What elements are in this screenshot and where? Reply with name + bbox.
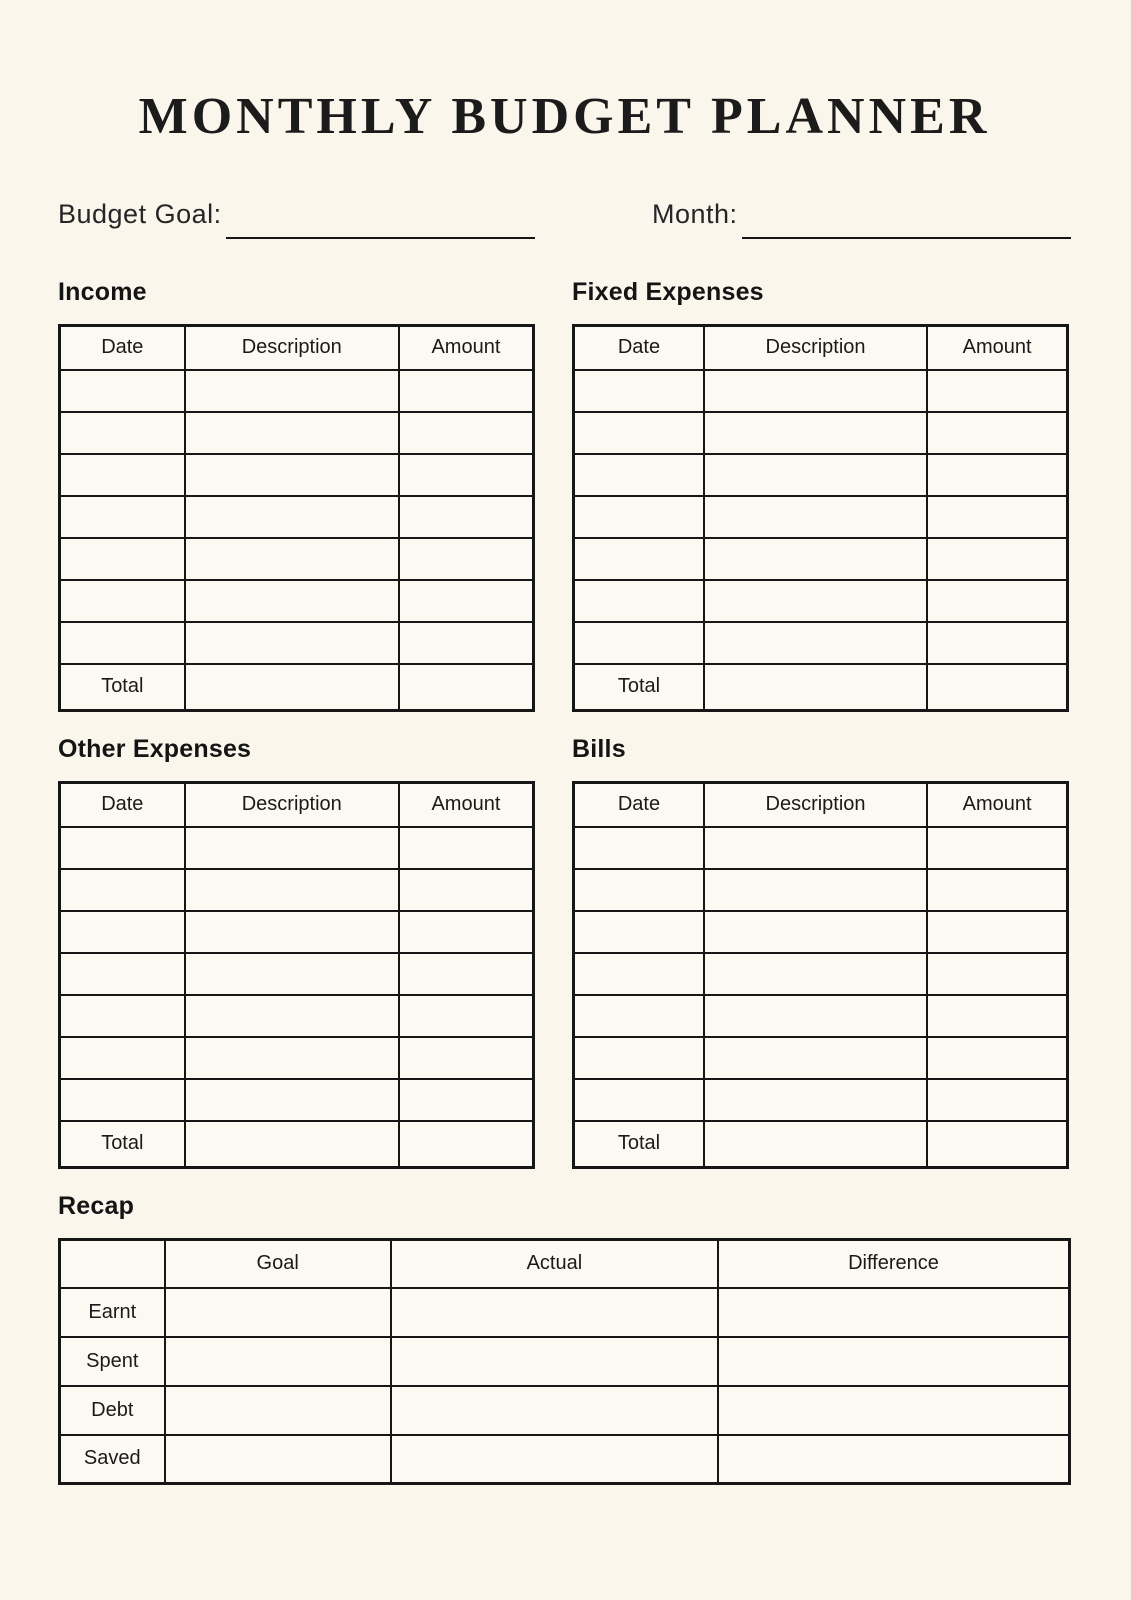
empty-cell[interactable] [574, 953, 704, 995]
recap-row-earnt [60, 1288, 1070, 1337]
empty-cell[interactable] [927, 370, 1067, 412]
empty-cell[interactable] [718, 1288, 1070, 1337]
budget-goal-input-line[interactable] [226, 237, 535, 239]
table-row [60, 412, 534, 454]
table-row [574, 869, 1068, 911]
table-row [574, 827, 1068, 869]
empty-cell[interactable] [399, 496, 534, 538]
empty-cell[interactable] [704, 953, 927, 995]
empty-cell[interactable] [927, 538, 1067, 580]
empty-cell[interactable] [60, 538, 185, 580]
empty-cell[interactable] [718, 1337, 1070, 1386]
empty-cell[interactable] [704, 1121, 927, 1168]
empty-cell[interactable] [399, 538, 534, 580]
column-header-date: Date [574, 783, 704, 827]
empty-cell[interactable] [165, 1386, 391, 1435]
fixed-expenses-table [572, 324, 1069, 712]
empty-cell[interactable] [927, 1037, 1067, 1079]
empty-cell[interactable] [185, 1037, 399, 1079]
table-header-row [574, 783, 1068, 827]
recap-row-debt [60, 1386, 1070, 1435]
empty-cell[interactable] [574, 1079, 704, 1121]
empty-cell[interactable] [718, 1386, 1070, 1435]
budget-goal-label: Budget Goal: [58, 199, 222, 230]
empty-cell[interactable] [185, 580, 399, 622]
total-label: Total [60, 1121, 185, 1168]
page-title: MONTHLY BUDGET PLANNER [138, 88, 991, 145]
empty-cell[interactable] [927, 1121, 1067, 1168]
recap-row-saved [60, 1435, 1070, 1484]
empty-cell[interactable] [927, 622, 1067, 664]
empty-cell[interactable] [60, 827, 185, 869]
total-row [60, 664, 534, 711]
empty-cell[interactable] [399, 664, 534, 711]
column-header-goal: Goal [165, 1240, 391, 1288]
other-expenses-heading: Other Expenses [58, 735, 252, 764]
empty-cell[interactable] [60, 953, 185, 995]
table-row [60, 370, 534, 412]
empty-cell[interactable] [399, 995, 534, 1037]
table-row [574, 1079, 1068, 1121]
fixed-expenses-heading: Fixed Expenses [572, 278, 764, 307]
table-row [574, 580, 1068, 622]
empty-cell[interactable] [927, 580, 1067, 622]
income-table [58, 324, 535, 712]
column-header-description: Description [185, 326, 399, 370]
table-row [574, 1037, 1068, 1079]
empty-cell[interactable] [574, 538, 704, 580]
empty-cell[interactable] [704, 454, 927, 496]
empty-cell[interactable] [185, 370, 399, 412]
empty-cell[interactable] [185, 869, 399, 911]
empty-cell[interactable] [60, 580, 185, 622]
empty-cell[interactable] [718, 1435, 1070, 1484]
section-recap [58, 1192, 1071, 1485]
empty-cell[interactable] [704, 622, 927, 664]
column-header-description: Description [185, 783, 399, 827]
month-input-line[interactable] [742, 237, 1071, 239]
empty-cell[interactable] [927, 953, 1067, 995]
empty-cell[interactable] [185, 1121, 399, 1168]
column-header-difference: Difference [718, 1240, 1070, 1288]
empty-cell[interactable] [399, 869, 534, 911]
total-row [574, 664, 1068, 711]
empty-cell[interactable] [60, 496, 185, 538]
section-bills [572, 735, 1069, 1169]
empty-cell[interactable] [927, 496, 1067, 538]
empty-cell[interactable] [185, 995, 399, 1037]
section-income [58, 278, 535, 712]
empty-cell[interactable] [165, 1435, 391, 1484]
table-row [574, 911, 1068, 953]
empty-cell[interactable] [574, 370, 704, 412]
table-row [574, 370, 1068, 412]
empty-cell[interactable] [185, 622, 399, 664]
empty-cell[interactable] [399, 1037, 534, 1079]
empty-cell[interactable] [399, 622, 534, 664]
empty-cell[interactable] [704, 664, 927, 711]
empty-cell[interactable] [185, 911, 399, 953]
recap-row-label: Saved [60, 1435, 165, 1484]
budget-goal-field [58, 199, 535, 230]
empty-cell[interactable] [391, 1435, 718, 1484]
column-header-amount: Amount [927, 326, 1067, 370]
month-field [652, 199, 1071, 230]
recap-heading: Recap [58, 1192, 135, 1221]
column-header-amount: Amount [927, 783, 1067, 827]
table-row [60, 622, 534, 664]
table-row [60, 869, 534, 911]
empty-cell[interactable] [399, 911, 534, 953]
section-other-expenses [58, 735, 535, 1169]
empty-cell[interactable] [399, 454, 534, 496]
empty-cell[interactable] [399, 1079, 534, 1121]
table-header-row [60, 326, 534, 370]
table-row [574, 995, 1068, 1037]
total-row [60, 1121, 534, 1168]
table-row [574, 496, 1068, 538]
empty-cell[interactable] [60, 869, 185, 911]
empty-cell[interactable] [165, 1337, 391, 1386]
recap-table [58, 1238, 1071, 1485]
column-header-amount: Amount [399, 783, 534, 827]
empty-cell[interactable] [704, 1037, 927, 1079]
empty-cell[interactable] [185, 454, 399, 496]
table-row [60, 995, 534, 1037]
empty-cell[interactable] [574, 454, 704, 496]
table-row [60, 580, 534, 622]
recap-header-row [60, 1240, 1070, 1288]
empty-cell[interactable] [60, 1079, 185, 1121]
table-row [60, 827, 534, 869]
empty-cell[interactable] [574, 622, 704, 664]
table-row [574, 412, 1068, 454]
empty-cell[interactable] [574, 496, 704, 538]
recap-row-label: Earnt [60, 1288, 165, 1337]
column-header-date: Date [60, 326, 185, 370]
table-row [60, 496, 534, 538]
empty-cell[interactable] [399, 370, 534, 412]
table-header-row [574, 326, 1068, 370]
empty-cell[interactable] [574, 1037, 704, 1079]
empty-cell[interactable] [185, 953, 399, 995]
empty-cell[interactable] [165, 1288, 391, 1337]
empty-cell[interactable] [704, 580, 927, 622]
recap-row-label: Debt [60, 1386, 165, 1435]
table-row [60, 1037, 534, 1079]
empty-cell[interactable] [927, 869, 1067, 911]
empty-cell[interactable] [399, 580, 534, 622]
empty-cell[interactable] [704, 1079, 927, 1121]
recap-row-label: Spent [60, 1337, 165, 1386]
empty-cell[interactable] [391, 1288, 718, 1337]
empty-cell[interactable] [185, 1079, 399, 1121]
column-header-actual: Actual [391, 1240, 718, 1288]
empty-cell[interactable] [704, 827, 927, 869]
column-header-description: Description [704, 783, 927, 827]
empty-cell[interactable] [704, 412, 927, 454]
table-row [574, 953, 1068, 995]
empty-cell[interactable] [927, 664, 1067, 711]
column-header-date: Date [574, 326, 704, 370]
empty-cell[interactable] [927, 911, 1067, 953]
total-label: Total [60, 664, 185, 711]
table-row [60, 953, 534, 995]
recap-row-spent [60, 1337, 1070, 1386]
table-row [60, 538, 534, 580]
empty-cell[interactable] [185, 538, 399, 580]
empty-cell[interactable] [60, 454, 185, 496]
empty-cell[interactable] [704, 869, 927, 911]
empty-cell[interactable] [927, 454, 1067, 496]
empty-cell[interactable] [399, 953, 534, 995]
empty-cell[interactable] [185, 827, 399, 869]
tables-grid [58, 278, 1071, 1169]
section-fixed-expenses [572, 278, 1069, 712]
empty-cell[interactable] [574, 412, 704, 454]
empty-cell[interactable] [574, 911, 704, 953]
empty-cell[interactable] [927, 412, 1067, 454]
empty-cell[interactable] [60, 1037, 185, 1079]
empty-cell[interactable] [399, 412, 534, 454]
empty-cell[interactable] [60, 911, 185, 953]
recap-corner-cell [60, 1240, 165, 1288]
empty-cell[interactable] [391, 1337, 718, 1386]
column-header-date: Date [60, 783, 185, 827]
total-label: Total [574, 664, 704, 711]
empty-cell[interactable] [704, 370, 927, 412]
empty-cell[interactable] [185, 664, 399, 711]
empty-cell[interactable] [574, 995, 704, 1037]
table-row [574, 622, 1068, 664]
empty-cell[interactable] [927, 995, 1067, 1037]
goal-month-row [58, 199, 1071, 230]
table-row [60, 1079, 534, 1121]
empty-cell[interactable] [704, 995, 927, 1037]
empty-cell[interactable] [574, 827, 704, 869]
total-row [574, 1121, 1068, 1168]
empty-cell[interactable] [60, 370, 185, 412]
table-row [60, 454, 534, 496]
empty-cell[interactable] [704, 496, 927, 538]
income-heading: Income [58, 278, 147, 307]
empty-cell[interactable] [60, 412, 185, 454]
table-row [60, 911, 534, 953]
bills-table [572, 781, 1069, 1169]
empty-cell[interactable] [185, 412, 399, 454]
empty-cell[interactable] [185, 496, 399, 538]
empty-cell[interactable] [574, 869, 704, 911]
empty-cell[interactable] [391, 1386, 718, 1435]
month-label: Month: [652, 199, 738, 230]
empty-cell[interactable] [399, 827, 534, 869]
table-row [574, 454, 1068, 496]
other-expenses-table [58, 781, 535, 1169]
empty-cell[interactable] [60, 995, 185, 1037]
empty-cell[interactable] [574, 580, 704, 622]
empty-cell[interactable] [399, 1121, 534, 1168]
bills-heading: Bills [572, 735, 626, 764]
total-label: Total [574, 1121, 704, 1168]
column-header-description: Description [704, 326, 927, 370]
table-row [574, 538, 1068, 580]
empty-cell[interactable] [927, 1079, 1067, 1121]
table-header-row [60, 783, 534, 827]
empty-cell[interactable] [927, 827, 1067, 869]
column-header-amount: Amount [399, 326, 534, 370]
empty-cell[interactable] [704, 538, 927, 580]
empty-cell[interactable] [704, 911, 927, 953]
empty-cell[interactable] [60, 622, 185, 664]
